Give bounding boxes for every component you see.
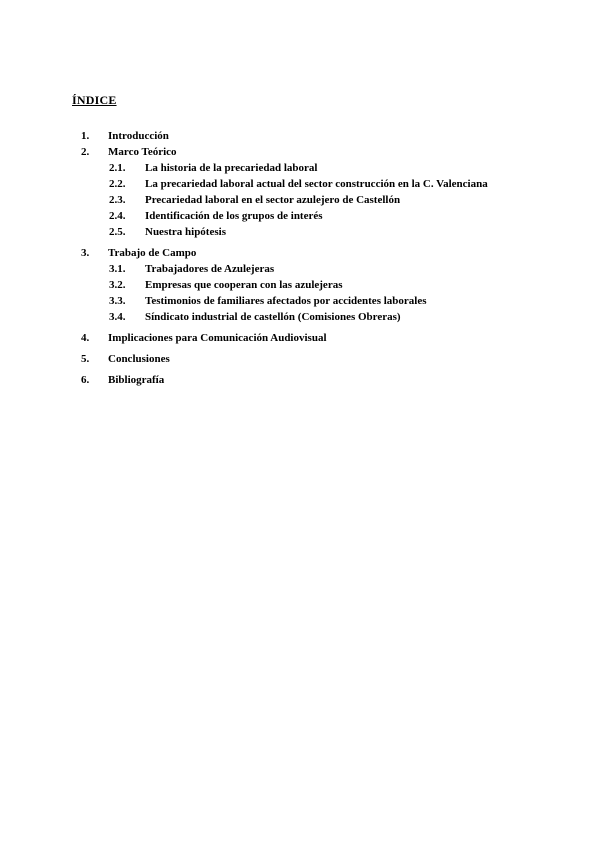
toc-text: La historia de la precariedad laboral <box>145 162 318 174</box>
toc-text: Trabajadores de Azulejeras <box>145 263 275 275</box>
toc-number: 2.3. <box>109 194 126 206</box>
toc-text: Trabajo de Campo <box>108 247 197 259</box>
toc-number: 5. <box>81 353 90 365</box>
toc-entry-bibliografia <box>0 372 600 388</box>
toc-text: La precariedad laboral actual del sector construcción en la C. Valenciana <box>145 178 488 190</box>
toc-text: Marco Teórico <box>108 146 177 158</box>
toc-text: Nuestra hipótesis <box>145 226 226 238</box>
toc-text: Introducción <box>108 130 169 142</box>
toc-subentry <box>0 176 600 192</box>
toc-text: Síndicato industrial de castellón (Comisiones Obreras) <box>145 311 401 323</box>
toc-number: 6. <box>81 374 90 386</box>
toc-text: Bibliografía <box>108 374 165 386</box>
toc-number: 3.2. <box>109 279 126 291</box>
toc-number: 2. <box>81 146 90 158</box>
toc-number: 3.3. <box>109 295 126 307</box>
toc-number: 2.2. <box>109 178 126 190</box>
toc-text: Identificación de los grupos de interés <box>145 210 323 222</box>
toc-text: Implicaciones para Comunicación Audiovisual <box>108 332 327 344</box>
table-of-contents <box>0 128 600 388</box>
toc-subentry <box>0 309 600 325</box>
toc-subentry <box>0 208 600 224</box>
toc-number: 2.1. <box>109 162 126 174</box>
toc-entry-conclusiones <box>0 351 600 367</box>
toc-number: 1. <box>81 130 90 142</box>
toc-entry-introduccion <box>0 128 600 144</box>
toc-number: 3.4. <box>109 311 126 323</box>
toc-number: 3. <box>81 247 90 259</box>
toc-subentry <box>0 277 600 293</box>
toc-subentry <box>0 293 600 309</box>
toc-number: 3.1. <box>109 263 126 275</box>
toc-entry-implicaciones <box>0 330 600 346</box>
toc-text: Testimonios de familiares afectados por accidentes laborales <box>145 295 427 307</box>
toc-text: Conclusiones <box>108 353 170 365</box>
toc-subentry <box>0 261 600 277</box>
toc-number: 2.4. <box>109 210 126 222</box>
toc-subentry <box>0 192 600 208</box>
toc-text: Precariedad laboral en el sector azulejero de Castellón <box>145 194 401 206</box>
toc-entry-trabajo-de-campo <box>0 245 600 261</box>
toc-number: 4. <box>81 332 90 344</box>
toc-text: Empresas que cooperan con las azulejeras <box>145 279 343 291</box>
toc-number: 2.5. <box>109 226 126 238</box>
toc-entry-marco-teorico <box>0 144 600 160</box>
toc-subentry <box>0 160 600 176</box>
page-title: ÍNDICE <box>72 93 117 107</box>
toc-subentry <box>0 224 600 240</box>
